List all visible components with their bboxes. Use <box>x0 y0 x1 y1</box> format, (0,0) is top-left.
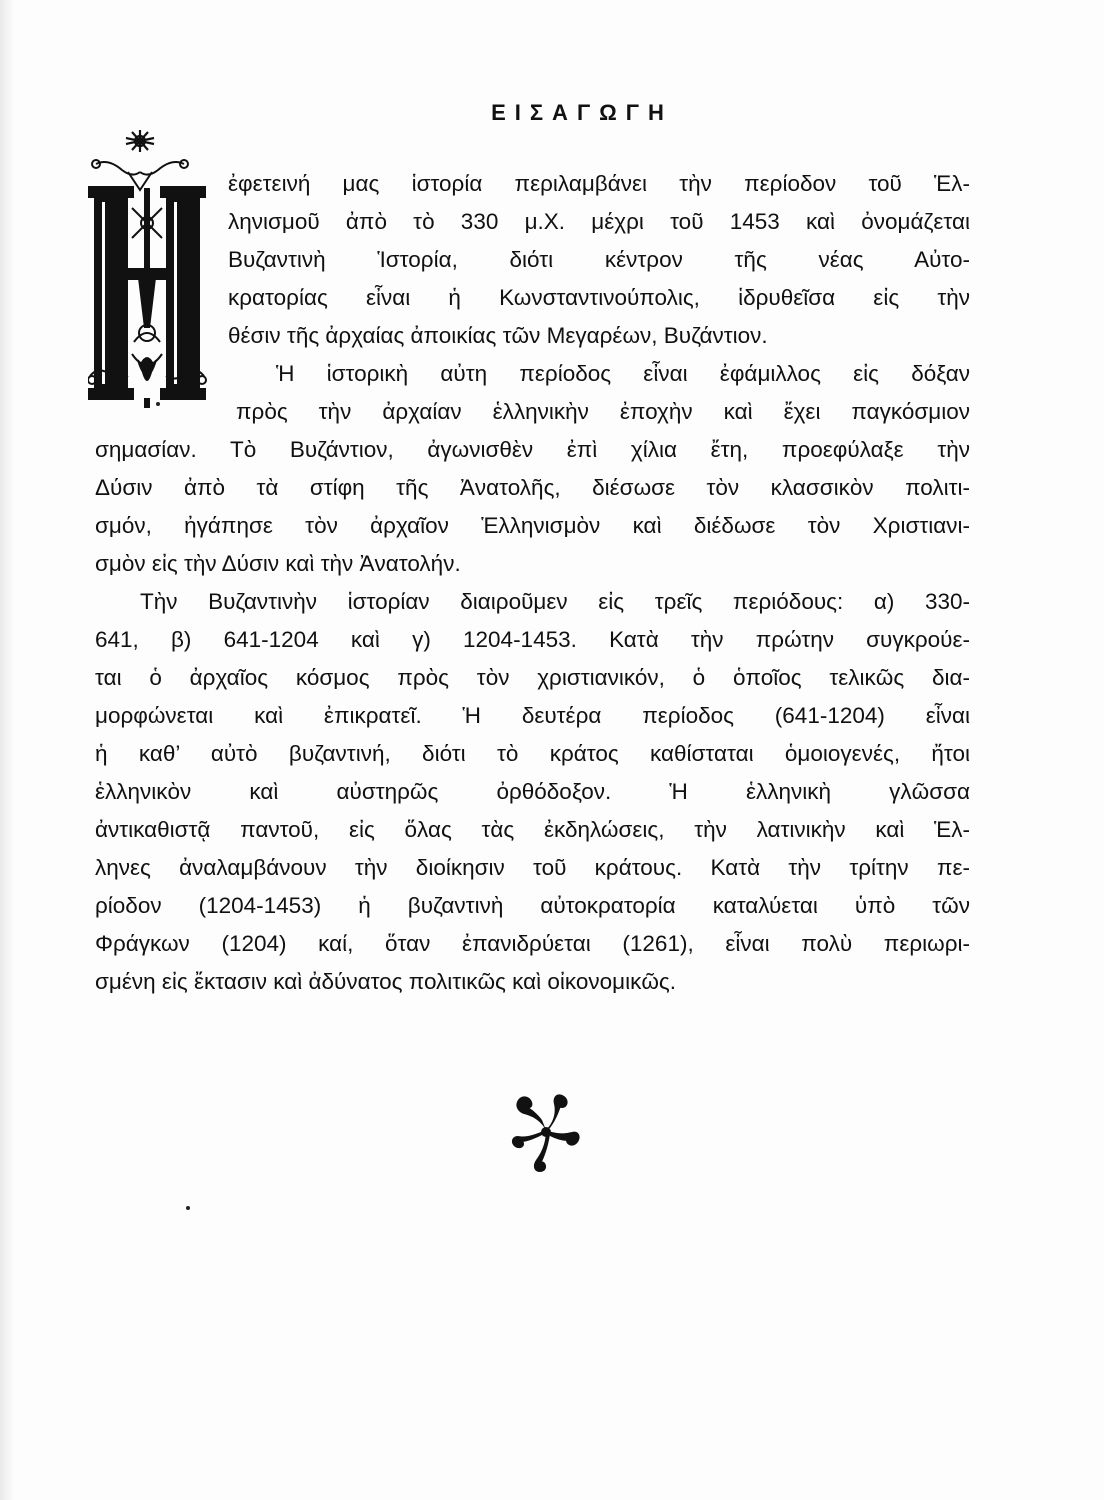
text-line: ρίοδον (1204-1453) ἡ βυζαντινὴ αὐτοκρατορία καταλύεται ὑπὸ τῶν <box>95 893 970 918</box>
text-line: Τὴν Βυζαντινὴν ἱστορίαν διαιροῦμεν εἰς τρεῖς περιόδους: α) 330- <box>140 589 970 614</box>
drop-cap-initial <box>88 128 214 418</box>
text-line: σμόν, ἠγάπησε τὸν ἀρχαῖον Ἑλληνισμὸν καὶ διέδωσε τὸν Χριστιανι- <box>95 513 970 538</box>
page-edge <box>0 0 14 1500</box>
text-line: μορφώνεται καὶ ἐπικρατεῖ. Ἡ δευτέρα περίοδος (641-1204) εἶναι <box>95 703 970 728</box>
text-line: Φράγκων (1204) καί, ὅταν ἐπανιδρύεται (1261), εἶναι πολὺ περιωρι- <box>95 931 970 956</box>
print-speck <box>186 1206 190 1210</box>
text-line: ληνισμοῦ ἀπὸ τὸ 330 μ.Χ. μέχρι τοῦ 1453 καὶ ὀνομάζεται <box>228 209 970 234</box>
text-line: θέσιν τῆς ἀρχαίας ἀποικίας τῶν Μεγαρέων, Βυζάντιον. <box>228 323 768 348</box>
text-line: ἑλληνικὸν καὶ αὐστηρῶς ὀρθόδοξον. Ἡ ἑλληνικὴ γλῶσσα <box>95 779 970 804</box>
text-line: 641, β) 641-1204 καὶ γ) 1204-1453. Κατὰ τὴν πρώτην συγκρούε- <box>95 627 970 652</box>
knot-ornament-icon <box>126 130 154 152</box>
text-line: κρατορίας εἶναι ἡ Κωνσταντινούπολις, ἱδρυθεῖσα εἰς τὴν <box>228 285 970 310</box>
text-line: Δύσιν ἀπὸ τὰ στίφη τῆς Ἀνατολῆς, διέσωσε τὸν κλασσικὸν πολιτι- <box>95 475 970 500</box>
closing-ornament-icon <box>510 1090 582 1174</box>
text-line: ἐφετεινή μας ἱστορία περιλαμβάνει τὴν περίοδον τοῦ Ἑλ- <box>228 171 970 196</box>
text-line: ἡ καθ’ αὐτὸ βυζαντινή, διότι τὸ κράτος καθίσταται ὁμοιογενές, ἤτοι <box>95 741 970 766</box>
text-line: σμὸν εἰς τὴν Δύσιν καὶ τὴν Ἀνατολήν. <box>95 551 461 576</box>
text-line: ται ὁ ἀρχαῖος κόσμος πρὸς τὸν χριστιανικόν, ὁ ὁποῖος τελικῶς δια- <box>95 665 970 690</box>
text-line: Ἡ ἱστορικὴ αὐτη περίοδος εἶναι ἐφάμιλλος εἰς δόξαν <box>276 361 970 386</box>
text-line: πρὸς τὴν ἀρχαίαν ἑλληνικὴν ἐποχὴν καὶ ἔχει παγκόσμιον <box>236 399 970 424</box>
text-line: σμένη εἰς ἔκτασιν καὶ ἀδύνατος πολιτικῶς καὶ οἰκονομικῶς. <box>95 969 676 994</box>
text-line: σημασίαν. Τὸ Βυζάντιον, ἀγωνισθὲν ἐπὶ χίλια ἔτη, προεφύλαξε τὴν <box>95 437 970 462</box>
text-line: ἀντικαθιστᾷ παντοῦ, εἰς ὅλας τὰς ἐκδηλώσεις, τὴν λατινικὴν καὶ Ἑλ- <box>95 817 970 842</box>
chapter-title: ΕΙΣΑΓΩΓΗ <box>491 100 673 125</box>
text-line: ληνες ἀναλαμβάνουν τὴν διοίκησιν τοῦ κράτους. Κατὰ τὴν τρίτην πε- <box>95 855 970 880</box>
print-speck <box>156 402 160 406</box>
text-line: Βυζαντινὴ Ἱστορία, διότι κέντρον τῆς νέας Αὐτο- <box>228 247 970 272</box>
